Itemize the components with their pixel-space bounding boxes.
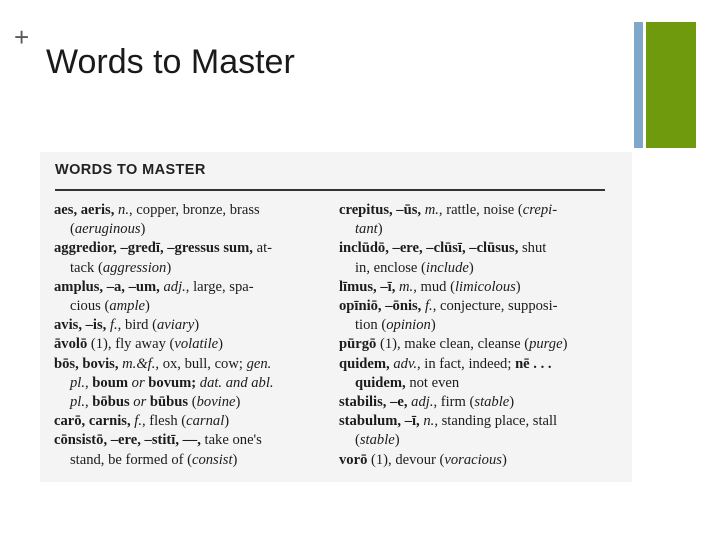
heading-rule [55,189,605,191]
vocab-text: ) [218,336,224,353]
vocab-line [339,393,611,412]
vocab-line [54,451,329,470]
vocab-line [54,239,329,258]
vocab-line [54,335,329,354]
vocab-text: ) [194,317,200,334]
vocab-line [54,355,329,374]
vocab-italic: purge [529,336,563,353]
vocab-headword: stabilis, –e, [339,394,408,411]
vocab-line [54,201,329,220]
slide-title: Words to Master [46,43,295,81]
vocab-headword: līmus, –ī, [339,278,396,295]
vocab-line [54,412,329,431]
vocab-italic: carnal [186,413,225,430]
vocab-italic: aeruginous [74,221,141,238]
vocab-column-left [54,201,329,470]
vocab-text: tion ( [355,317,387,334]
vocab-italic: or [133,394,147,411]
vocab-text: , mud ( [413,278,455,295]
vocab-italic: f. [424,298,433,315]
vocab-text: not even [405,374,460,391]
vocab-line [339,259,611,278]
vocab-headword: quidem, [339,355,390,372]
vocab-headword: cōnsistō, –ere, –stitī, —, [54,432,201,449]
vocab-text: , rattle, noise ( [438,202,523,218]
vocab-text: , ox, bull, cow; [155,355,247,372]
vocab-italic: voracious [444,451,502,468]
vocab-italic: tant [355,221,378,238]
vocab-text: , conjecture, supposi- [432,298,558,315]
vocab-headword: bōbus [92,394,130,411]
vocab-italic: opinion [386,317,431,334]
vocab-text: ) [235,394,241,411]
vocab-text: , [85,374,93,391]
vocab-headword: opīniō, –ōnis, [339,298,422,315]
vocab-text: ) [232,451,238,468]
vocab-headword: boum [92,374,128,391]
vocab-text: , firm ( [433,394,475,411]
vocab-line [54,220,329,239]
vocab-italic: adj. [163,278,186,295]
vocab-italic: crepi- [522,202,558,218]
vocab-text: , copper, bronze, brass [129,202,260,218]
vocab-line [339,220,611,239]
vocab-text: stand, be formed of ( [70,451,192,468]
vocab-italic: pl. [70,394,85,411]
vocab-text: ) [377,221,383,238]
vocab-text: tack ( [70,259,103,276]
vocab-text: (1), make clean, cleanse ( [376,336,530,353]
vocab-text: ( [355,432,360,449]
vocab-headword: būbus [149,394,189,411]
vocab-headword: vorō [339,451,368,468]
vocabulary-scan [40,152,632,482]
vocab-text: ) [145,298,150,315]
vocab-headword: stabulum, –ī, [339,413,420,430]
vocab-line [339,239,611,258]
vocab-line [339,451,611,470]
vocab-text: , large, spa- [185,278,254,295]
vocab-text: ( [188,394,197,411]
vocab-headword: aggredior, –gredī, –gressus sum, [54,240,253,257]
vocab-line [339,297,611,316]
vocab-italic: dat. and abl. [199,374,274,391]
vocab-text: take one's [200,432,262,449]
vocab-text: cious ( [70,298,110,315]
vocab-text: (1), fly away ( [87,336,175,353]
vocab-italic: or [131,374,145,391]
vocab-headword: nē . . . [515,355,552,372]
vocab-headword: bōs, bovis, [54,355,119,372]
vocab-headword: quidem, [355,374,406,391]
vocab-italic: adj. [411,394,434,411]
vocab-text: ) [394,432,400,449]
vocab-italic: f. [134,413,142,430]
vocab-text: in, enclose ( [355,259,426,276]
vocab-headword: amplus, –a, –um, [54,278,160,295]
vocab-line [339,335,611,354]
vocab-italic: m. [424,202,439,218]
accent-bar-green [646,22,696,148]
vocab-text: ) [430,317,436,334]
vocab-italic: gen. [246,355,272,372]
vocab-headword: inclūdō, –ere, –clūsī, –clūsus, [339,240,519,257]
vocab-italic: n. [423,413,435,430]
vocab-italic: stable [474,394,510,411]
vocab-text: ) [140,221,146,238]
vocab-column-right [339,201,611,470]
vocab-headword: pūrgō [339,336,377,353]
vocab-text: ( [70,221,75,238]
vocab-line [339,355,611,374]
vocab-line [339,278,611,297]
vocab-text: at- [252,240,272,257]
vocab-headword: carō, carnis, [54,413,131,430]
vocab-text: ) [166,259,172,276]
vocab-italic: ample [109,298,145,315]
vocab-text: shut [518,240,547,257]
vocab-headword: avis, –is, [54,317,107,334]
vocab-italic: m. [399,278,414,295]
vocab-italic: m.&f. [122,355,156,372]
vocab-line [54,393,329,412]
vocab-text: ) [501,451,507,468]
vocab-text: ) [224,413,230,430]
vocab-line [54,431,329,450]
vocab-text: , flesh ( [141,413,187,430]
vocab-line [339,412,611,431]
vocab-italic: n. [118,202,129,218]
vocab-italic: include [425,259,469,276]
vocab-line [54,278,329,297]
vocab-italic: limicolous [454,278,516,295]
vocab-italic: volatile [174,336,219,353]
vocab-italic: pl. [70,374,85,391]
vocab-line [54,316,329,335]
vocab-italic: adv. [393,355,417,372]
vocab-headword: āvolō [54,336,88,353]
vocab-italic: aggression [102,259,167,276]
vocab-text: , [85,394,93,411]
vocab-text: ) [509,394,515,411]
vocab-text: , standing place, stall [434,413,558,430]
vocab-italic: aviary [157,317,195,334]
vocab-italic: consist [191,451,233,468]
vocab-line [54,297,329,316]
vocab-line [339,201,611,220]
vocab-line [54,259,329,278]
vocab-headword: aes, aeris, [54,202,115,218]
scan-heading: WORDS TO MASTER [55,162,206,178]
vocab-text: ) [515,278,521,295]
vocab-line [54,374,329,393]
vocab-italic: bovine [196,394,236,411]
vocab-text: , bird ( [117,317,157,334]
vocab-line [339,316,611,335]
vocab-line [339,431,611,450]
accent-bar-blue [634,22,643,148]
plus-glyph: + [14,22,30,52]
vocab-text: ) [468,259,474,276]
vocab-headword: bovum; [148,374,197,391]
vocab-italic: stable [359,432,395,449]
vocab-text: (1), devour ( [367,451,445,468]
vocab-headword: crepitus, –ūs, [339,202,422,218]
vocab-text: ) [562,336,568,353]
vocab-line [339,374,611,393]
vocab-italic: f. [109,317,118,334]
vocab-text: , in fact, indeed; [416,355,516,372]
